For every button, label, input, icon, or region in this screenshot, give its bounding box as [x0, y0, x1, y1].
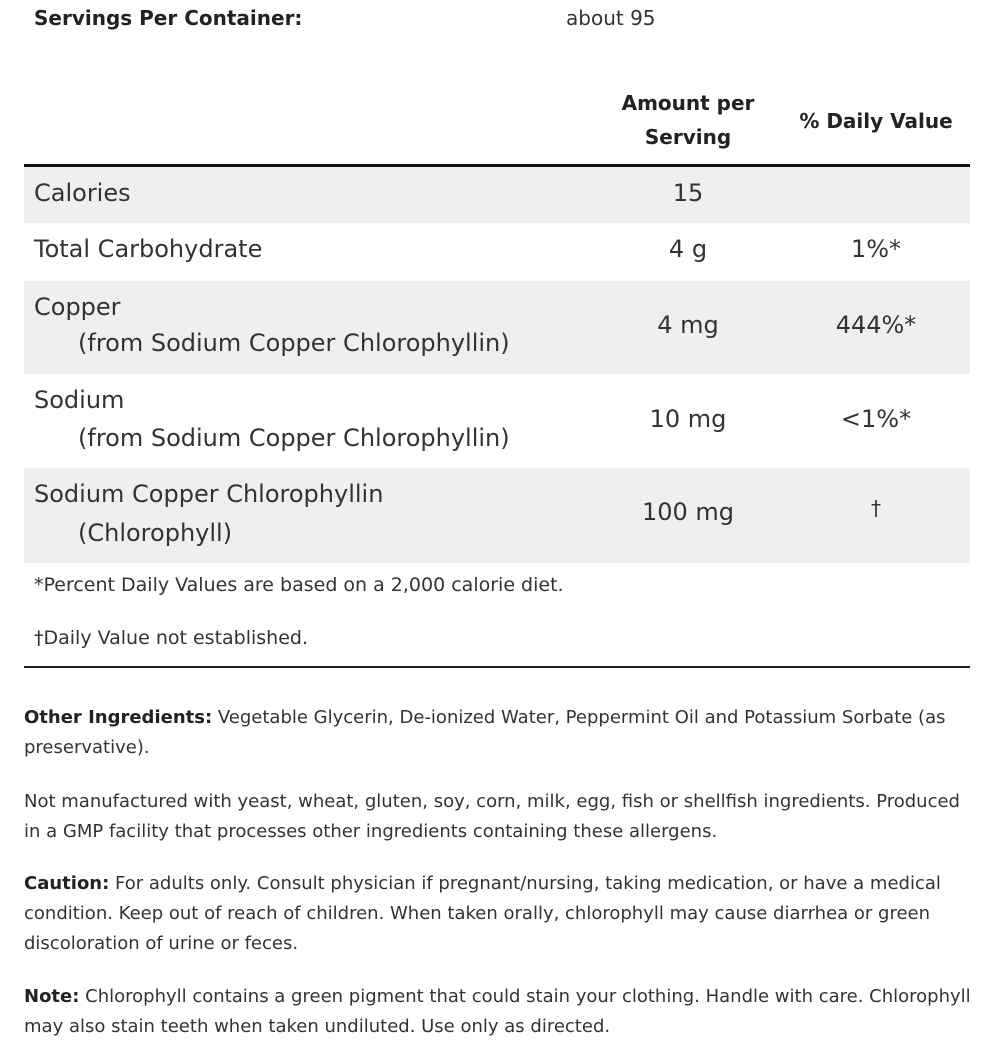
daily-value-header: % Daily Value: [799, 109, 953, 133]
nutrient-name: Copper: [34, 293, 121, 321]
nutrient-name: Sodium: [34, 386, 125, 414]
note-statement: [24, 982, 974, 1042]
table-row-calories: [24, 167, 970, 223]
nutrient-amount: 4 mg: [657, 311, 719, 339]
nutrient-amount: 15: [672, 179, 704, 207]
table-row-sodium-copper-chlorophyllin: [24, 468, 970, 563]
servings-per-container: [34, 6, 970, 30]
nutrient-amount: 10 mg: [649, 405, 727, 433]
amount-per-serving-header: [604, 86, 772, 154]
nutrient-amount: 4 g: [668, 235, 708, 263]
amount-header-line1: Amount per: [621, 91, 755, 115]
nutrient-daily-value: 444%*: [835, 311, 917, 339]
servings-value: about 95: [566, 6, 656, 30]
nutrient-name: Total Carbohydrate: [34, 235, 263, 263]
allergen-statement: Not manufactured with yeast, wheat, gluten, soy, corn, milk, egg, fish or shellfish ingredients. Produced in a GMP facility that processes other ingredients containing these allergens.: [24, 791, 960, 842]
other-ingredients-text: Vegetable Glycerin, De-ionized Water, Peppermint Oil and Potassium Sorbate (as preservative).: [24, 707, 946, 758]
table-bottom-rule: [24, 666, 970, 668]
note-label: Note:: [24, 986, 80, 1007]
caution-statement: [24, 869, 974, 959]
nutrient-source: (Chlorophyll): [78, 519, 233, 547]
amount-header-line2: Serving: [644, 125, 732, 149]
nutrient-amount: 100 mg: [641, 498, 735, 526]
footnote-percent-daily-value: *Percent Daily Values are based on a 2,000 calorie diet.: [34, 574, 564, 596]
caution-label: Caution:: [24, 873, 110, 894]
nutrient-source: (from Sodium Copper Chlorophyllin): [78, 329, 510, 357]
footnote-daily-value-not-established: †Daily Value not established.: [34, 627, 309, 649]
nutrient-name: Calories: [34, 179, 131, 207]
nutrient-name: Sodium Copper Chlorophyllin: [34, 480, 384, 508]
table-row-copper: [24, 281, 970, 374]
caution-text: For adults only. Consult physician if pregnant/nursing, taking medication, or have a medical condition. Keep out of reach of children. When taken orally, chlorophyll may cause diarrhea or green discoloration of urine or feces.: [24, 873, 941, 954]
servings-label: Servings Per Container:: [34, 6, 303, 30]
other-ingredients-label: Other Ingredients:: [24, 707, 213, 728]
nutrient-daily-value: <1%*: [840, 405, 912, 433]
table-row-total-carbohydrate: [24, 223, 970, 281]
other-ingredients: [24, 703, 974, 763]
nutrient-source: (from Sodium Copper Chlorophyllin): [78, 424, 510, 452]
nutrient-daily-value: †: [871, 496, 881, 520]
nutrient-daily-value: 1%*: [850, 235, 902, 263]
table-row-sodium: [24, 374, 970, 468]
note-text: Chlorophyll contains a green pigment that could stain your clothing. Handle with care. Chlorophyll may also stain teeth when taken undiluted. Use only as directed.: [24, 986, 971, 1037]
